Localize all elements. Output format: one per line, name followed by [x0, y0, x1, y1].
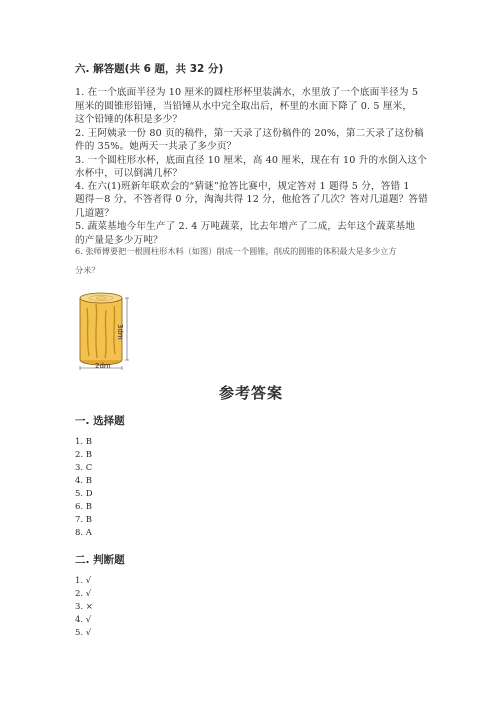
choice-answer: 2. B: [75, 450, 93, 460]
question-line: 1. 在一个底面半径为 10 厘米的圆柱形杯里装满水，水里放了一个底面半径为 5: [75, 87, 419, 98]
question-line: 这个铅锤的体积是多少？: [75, 114, 183, 125]
choice-answer: 4. B: [75, 476, 93, 486]
question-6-line: 分米？: [75, 265, 100, 275]
figure-diameter-label: 2dm: [95, 362, 111, 370]
judge-answer: 2. √: [75, 589, 92, 599]
question-line: 的产量是多少万吨？: [75, 235, 163, 246]
choice-answer: 8. A: [75, 528, 92, 538]
question-line: 厘米的圆锥形铅锤，当铅锤从水中完全取出后，杯里的水面下降了 0. 5 厘米，: [75, 101, 413, 112]
figure-height-label: 3dm: [116, 324, 124, 340]
question-line: 2. 王阿姨录一份 80 页的稿件，第一天录了这份稿件的 20%，第二天录了这份稿: [75, 128, 424, 139]
judge-answer: 5. √: [75, 628, 92, 638]
choice-answer: 1. B: [75, 437, 93, 447]
question-line: 几道题？: [75, 208, 114, 219]
question-line: 3. 一个圆柱形水杯，底面直径 10 厘米，高 40 厘米，现在有 10 升的水倒入这个: [75, 155, 427, 166]
choice-heading: 一. 选择题: [75, 415, 125, 427]
question-line: 题得－8 分，不答者得 0 分，淘淘共得 12 分，他抢答了几次？答对几道题？答错: [75, 194, 428, 205]
judge-answer: 1. √: [75, 576, 92, 586]
judge-answer: 4. √: [75, 615, 92, 625]
wood-cylinder-figure: [74, 288, 144, 372]
answers-title: 参考答案: [219, 384, 284, 402]
question-line: 5. 蔬菜基地今年生产了 2. 4 万吨蔬菜，比去年增产了二成，去年这个蔬菜基地: [75, 221, 416, 232]
choice-answer: 5. D: [75, 489, 93, 499]
section-heading: 六. 解答题(共 6 题，共 32 分): [75, 63, 224, 75]
question-line: 件的 35%。她两天一共录了多少页？: [75, 141, 237, 152]
question-line: 水杯中，可以倒满几杯？: [75, 168, 183, 179]
choice-answer: 3. C: [75, 463, 93, 473]
judge-answer: 3. ×: [75, 602, 93, 612]
question-6-line: 6. 张师傅要把一根圆柱形木料（如图）削成一个圆锥，削成的圆锥的体积最大是多少立方: [75, 246, 397, 256]
choice-answer: 7. B: [75, 515, 93, 525]
choice-answer: 6. B: [75, 502, 93, 512]
question-line: 4. 在六(1)班新年联欢会的“猜谜”抢答比赛中，规定答对 1 题得 5 分，答错 1: [75, 181, 410, 192]
judge-heading: 二. 判断题: [75, 554, 125, 566]
